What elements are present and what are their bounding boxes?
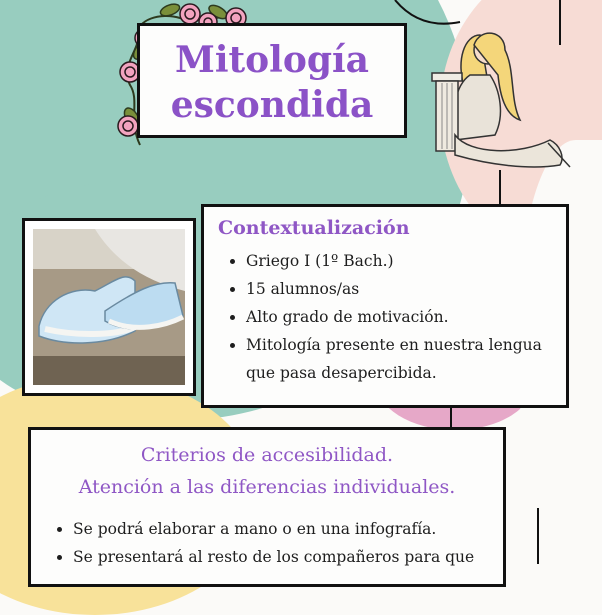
title-line-2: escondida bbox=[170, 84, 374, 126]
context-item: • Alto grado de motivación. bbox=[246, 303, 552, 331]
greek-goddess-illustration bbox=[410, 15, 590, 190]
criteria-heading-2: Atención a las diferencias individuales. bbox=[78, 476, 456, 498]
criteria-heading-1: Criterios de accesibilidad. bbox=[140, 444, 394, 466]
context-item: • Griego I (1º Bach.) bbox=[246, 247, 552, 275]
criteria-list bbox=[45, 515, 489, 571]
context-card bbox=[201, 204, 569, 408]
context-item: • Mitología presente en nuestra lengua bbox=[246, 331, 552, 359]
context-list bbox=[218, 247, 552, 387]
context-item: • 15 alumnos/as bbox=[246, 275, 552, 303]
context-heading: Contextualización bbox=[218, 217, 410, 239]
context-item-continuation: que pasa desapercibida. bbox=[246, 364, 437, 382]
sneaker-photo bbox=[22, 218, 196, 396]
criteria-item: • Se presentará al resto de los compañeros para que bbox=[73, 543, 489, 571]
sneaker-photo-image bbox=[25, 221, 193, 393]
title-card bbox=[137, 23, 407, 138]
criteria-card bbox=[28, 427, 506, 587]
criteria-item: • Se podrá elaborar a mano o en una infografía. bbox=[73, 515, 489, 543]
title-line-1: Mitología bbox=[174, 39, 370, 81]
